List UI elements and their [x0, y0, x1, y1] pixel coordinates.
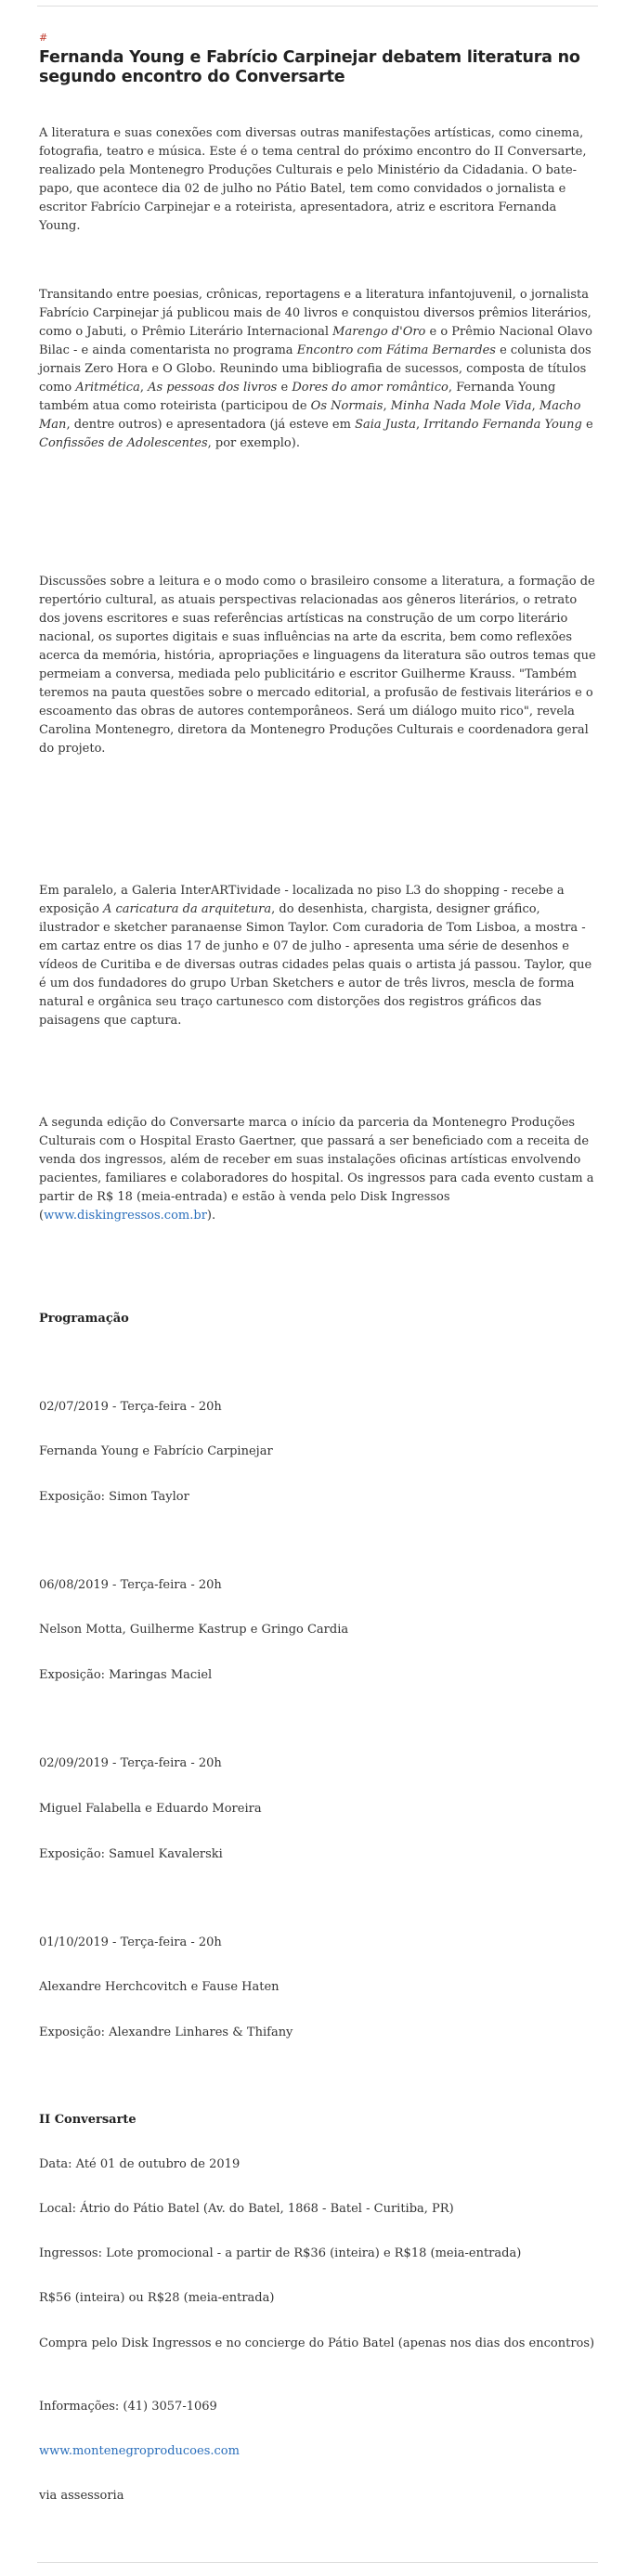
info-phone: Informações: (41) 3057-1069 — [39, 2400, 217, 2414]
info-purchase: Compra pelo Disk Ingressos e no concierge do Pátio Batel (apenas nos dias dos encontros) — [39, 2337, 595, 2350]
paragraph-partnership: A segunda edição do Conversarte marca o início da parceria da Montenegro Produções Culturais com o Hospital Erasto Gaertner, que passará a ser beneficiado com a receita de venda dos ingressos, além de receber em suas instalações oficinas artísticas envolvendo pacientes, familiares e colaboradores do hospital. Os ingressos para cada evento custam a partir de R$ 18 (meia-entrada) e estão à venda pelo Disk Ingressos (www.diskingressos.com.br). — [39, 1116, 594, 1223]
event-1-exhibition: Exposição: Simon Taylor — [39, 1490, 189, 1504]
event-4-guests: Alexandre Herchcovitch e Fause Haten — [39, 1980, 280, 1994]
diskingressos-link[interactable]: www.diskingressos.com.br — [44, 1209, 207, 1223]
paragraph-themes: Discussões sobre a leitura e o modo como o brasileiro consome a literatura, a formação de repertório cultural, as atuais perspectivas relacionadas aos gêneros literários, o retrato dos jovens escritores e suas referências artísticas na construção de um corpo literário nacional, os suportes digitais e suas influências na arte da escrita, bem como reflexões acerca da memória, história, apropriações e linguagens da literatura são outros temas que permeiam a conversa, mediada pelo publicitário e escritor Guilherme Krauss. "Também teremos na pauta questões sobre o mercado editorial, a profusão de festivais literários e o escoamento das obras de autores contemporâneos. Será um diálogo muito rico", revela Carolina Montenegro, diretora da Montenegro Produções Culturais e coordenadora geral do projeto. — [39, 575, 596, 756]
event-1-guests: Fernanda Young e Fabrício Carpinejar — [39, 1444, 273, 1458]
event-1-date: 02/07/2019 - Terça-feira - 20h — [39, 1400, 222, 1414]
info-website — [39, 2442, 600, 2461]
source-credit: via assessoria — [39, 2489, 124, 2503]
conversarte-heading: II Conversarte — [39, 2113, 136, 2127]
paragraph-guests: Transitando entre poesias, crônicas, reportagens e a literatura infantojuvenil, o jornalista Fabrício Carpinejar já publicou mais de 40 livros e conquistou diversos prêmios literários, como o Jabuti, o Prêmio Literário Internacional Marengo d'Oro e o Prêmio Nacional Olavo Bilac - e ainda comentarista no programa Encontro com Fátima Bernardes e colunista dos jornais Zero Hora e O Globo. Reunindo uma bibliografia de sucessos, composta de títulos como Aritmética, As pessoas dos livros e Dores do amor romântico, Fernanda Young também atua como roteirista (participou de Os Normais, Minha Nada Mole Vida, Macho Man, dentre outros) e apresentadora (já esteve em Saia Justa, Irritando Fernanda Young e Confissões de Adolescentes, por exemplo). — [39, 288, 593, 450]
event-4-exhibition: Exposição: Alexandre Linhares & Thifany — [39, 2026, 293, 2039]
event-3-guests: Miguel Falabella e Eduardo Moreira — [39, 1802, 262, 1816]
info-location: Local: Átrio do Pátio Batel (Av. do Batel, 1868 - Batel - Curitiba, PR) — [39, 2202, 454, 2216]
event-3-exhibition: Exposição: Samuel Kavalerski — [39, 1847, 223, 1861]
article-title: Fernanda Young e Fabrício Carpinejar debatem literatura no segundo encontro do Conversarte — [39, 48, 580, 86]
event-2-guests: Nelson Motta, Guilherme Kastrup e Gringo Cardia — [39, 1623, 349, 1637]
event-4-date: 01/10/2019 - Terça-feira - 20h — [39, 1935, 222, 1949]
programacao-heading: Programação — [39, 1312, 129, 1326]
montenegro-website-link[interactable]: www.montenegroproducoes.com — [39, 2444, 240, 2458]
event-3-date: 02/09/2019 - Terça-feira - 20h — [39, 1756, 222, 1770]
bottom-divider — [37, 2562, 598, 2563]
event-2-date: 06/08/2019 - Terça-feira - 20h — [39, 1578, 222, 1592]
info-tickets: Ingressos: Lote promocional - a partir de R$36 (inteira) e R$18 (meia-entrada) — [39, 2246, 522, 2260]
kicker-hash[interactable]: # — [39, 32, 48, 44]
info-date: Data: Até 01 de outubro de 2019 — [39, 2157, 240, 2171]
article-header — [39, 32, 600, 87]
paragraph-exhibition: Em paralelo, a Galeria InterARTividade - localizada no piso L3 do shopping - recebe a exposição A caricatura da arquitetura, do desenhista, chargista, designer gráfico, ilustrador e sketcher paranaense Simon Taylor. Com curadoria de Tom Lisboa, a mostra - em cartaz entre os dias 17 de junho e 07 de julho - apresenta uma série de desenhos e vídeos de Curitiba e de diversas outras cidades pelas quais o artista já passou. Taylor, que é um dos fundadores do grupo Urban Sketchers e autor de três livros, mescla de forma natural e orgânica seu traço cartunesco com distorções dos registros gráficos das paisagens que captura. — [39, 884, 592, 1028]
event-2-exhibition: Exposição: Maringas Maciel — [39, 1668, 213, 1682]
paragraph-intro: A literatura e suas conexões com diversas outras manifestações artísticas, como cinema, fotografia, teatro e música. Este é o tema central do próximo encontro do II Conversarte, realizado pela Montenegro Produções Culturais e pelo Ministério da Cidadania. O bate-papo, que acontece dia 02 de julho no Pátio Batel, tem como convidados o jornalista e escritor Fabrício Carpinejar e a roteirista, apresentadora, atriz e escritora Fernanda Young. — [39, 126, 587, 233]
info-prices: R$56 (inteira) ou R$28 (meia-entrada) — [39, 2291, 275, 2305]
